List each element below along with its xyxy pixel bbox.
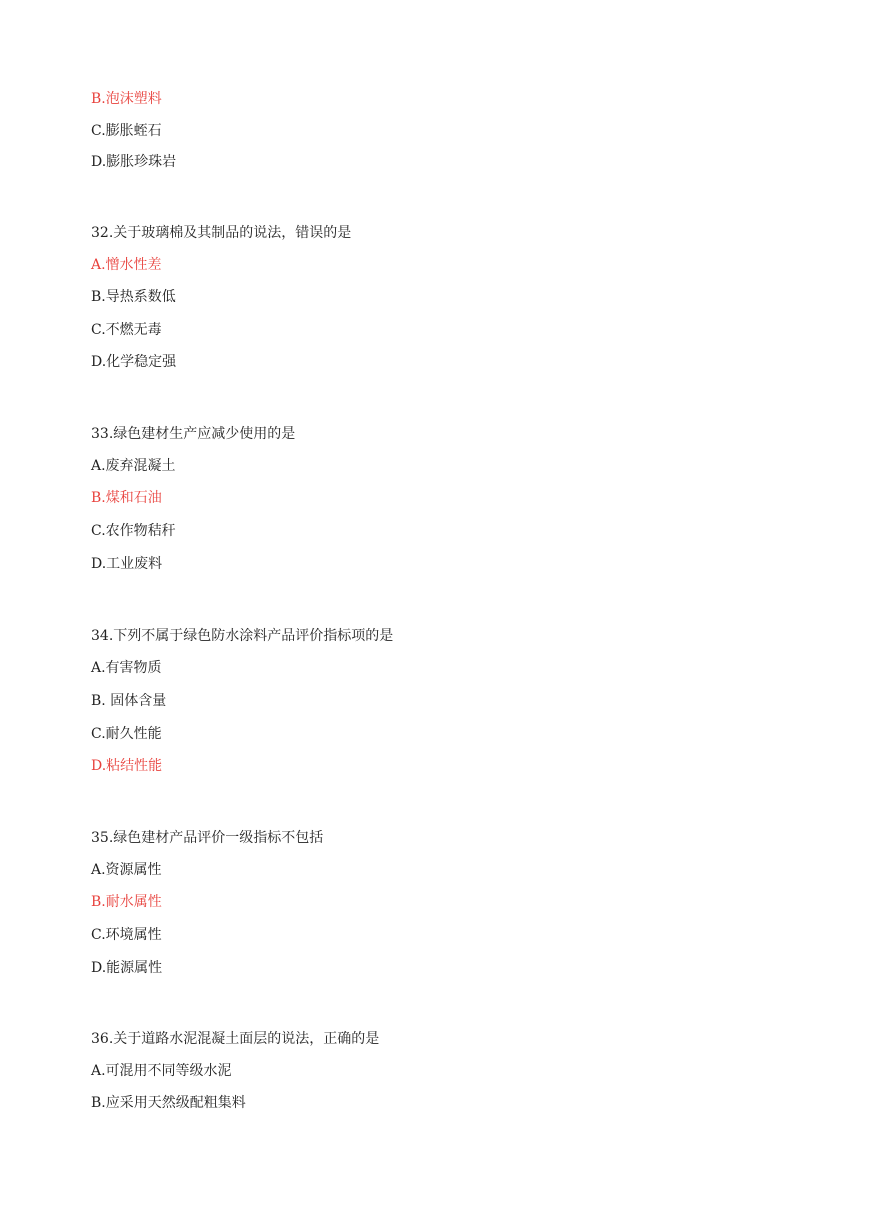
question-33: 33.绿色建材生产应减少使用的是 <box>91 426 296 442</box>
question-34-option-a: A.有害物质 <box>91 660 162 676</box>
question-34-option-c: C.耐久性能 <box>91 726 162 742</box>
option-b-foam-plastic: B.泡沫塑料 <box>91 91 162 107</box>
question-32-option-d: D.化学稳定强 <box>91 354 177 370</box>
question-35-option-d: D.能源属性 <box>91 960 163 976</box>
question-35-option-b: B.耐水属性 <box>91 894 162 910</box>
question-33-option-b: B.煤和石油 <box>91 490 162 506</box>
question-36-option-b: B.应采用天然级配粗集料 <box>91 1095 246 1111</box>
option-c-expanded-vermiculite: C.膨胀蛭石 <box>91 123 162 139</box>
option-d-expanded-perlite: D.膨胀珍珠岩 <box>91 154 177 170</box>
question-32: 32.关于玻璃棉及其制品的说法，错误的是 <box>91 225 352 241</box>
question-32-option-c: C.不燃无毒 <box>91 322 162 338</box>
question-34: 34.下列不属于绿色防水涂料产品评价指标项的是 <box>91 628 394 644</box>
question-33-option-d: D.工业废料 <box>91 556 163 572</box>
question-35: 35.绿色建材产品评价一级指标不包括 <box>91 830 324 846</box>
question-34-option-d: D.粘结性能 <box>91 758 163 774</box>
question-36: 36.关于道路水泥混凝土面层的说法，正确的是 <box>91 1031 380 1047</box>
question-33-option-a: A.废弃混凝土 <box>91 458 176 474</box>
question-36-option-a: A.可混用不同等级水泥 <box>91 1063 232 1079</box>
question-32-option-b: B.导热系数低 <box>91 289 176 305</box>
question-34-option-b: B. 固体含量 <box>91 693 167 709</box>
question-35-option-c: C.环境属性 <box>91 927 162 943</box>
question-33-option-c: C.农作物秸秆 <box>91 523 176 539</box>
question-35-option-a: A.资源属性 <box>91 862 162 878</box>
question-32-option-a: A.憎水性差 <box>91 257 162 273</box>
